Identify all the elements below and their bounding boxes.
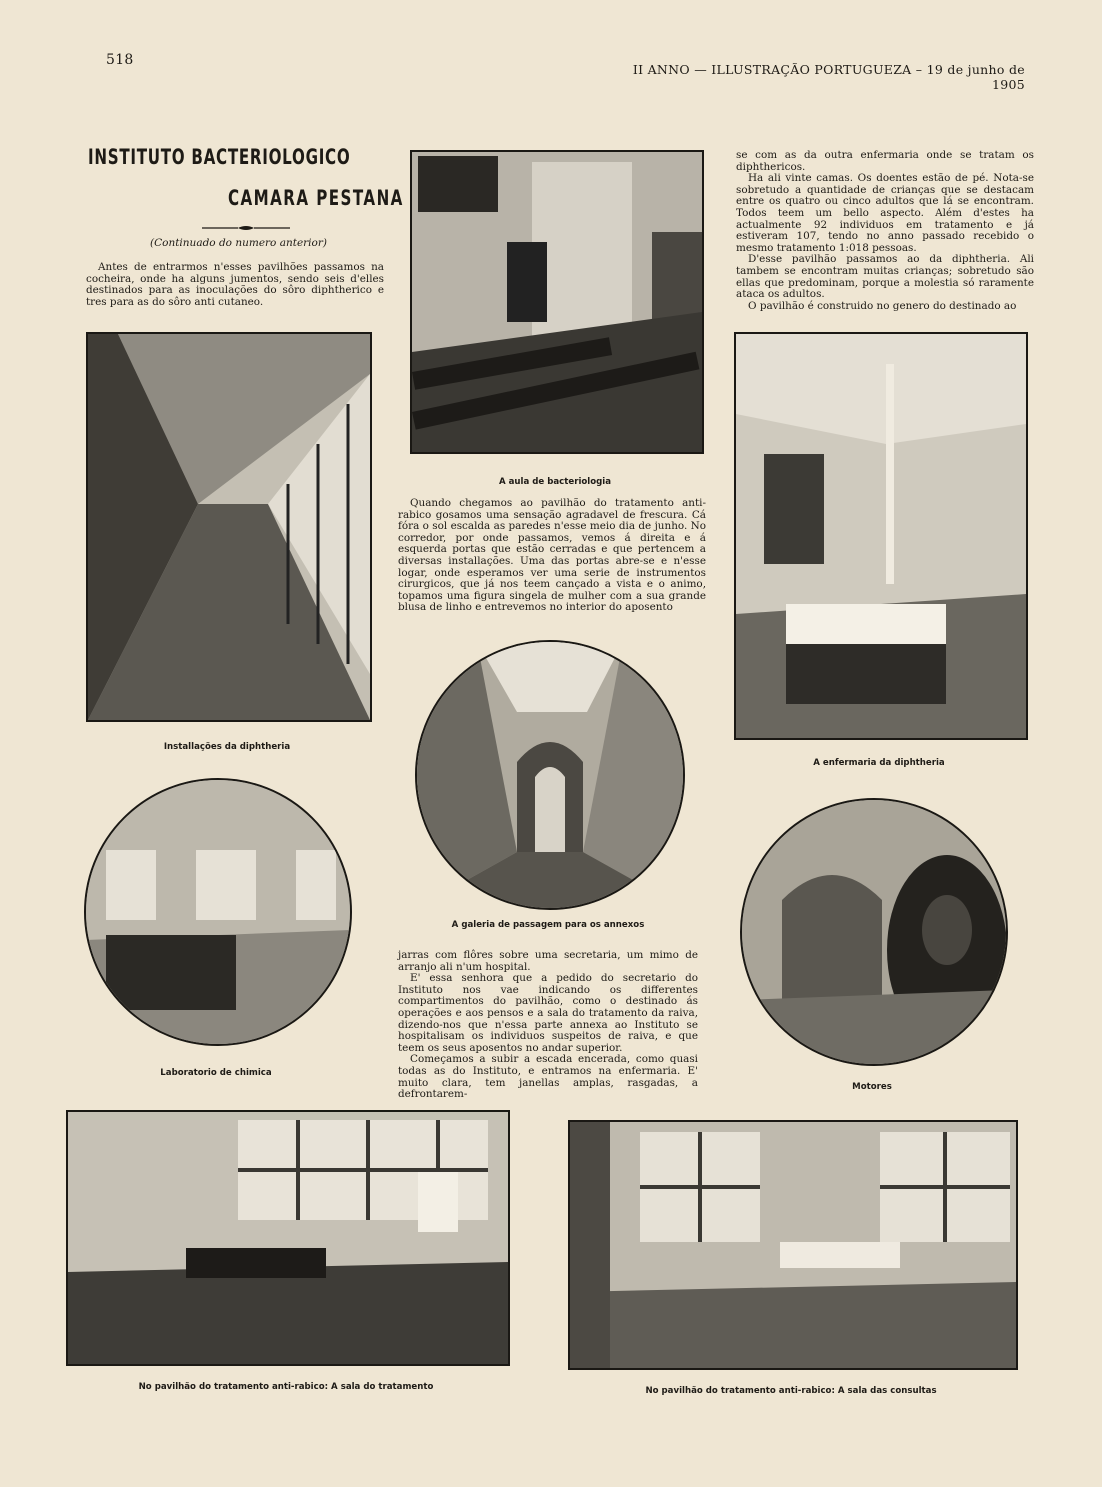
title-ornament (202, 225, 290, 231)
photo-sala-tratamento (66, 1110, 510, 1366)
lower-paragraph: jarras com flôres sobre uma secretaria, um mimo de arranjo ali n'um hospital. (398, 949, 698, 973)
right-paragraph: D'esse pavilhão passamos ao da diphtheria. Ali tambem se encontram muitas crianças; sobretudo são ellas que predominam, porque a molestia só raramente ataca os adultos. (736, 253, 1034, 301)
right-paragraph: Ha ali vinte camas. Os doentes estão de pé. Nota-se sobretudo a quantidade de crianças que se destacam entre os quatro ou cinco adultos que lá se encontram. Todos teem um bello aspecto. Além d'estes ha actualmente 92 individuos em tratamento e já estiveram 107, tendo no anno passado recebido o mesmo tratamento 1:018 pessoas. (736, 172, 1034, 254)
caption-galeria: A galeria de passagem para os annexos (451, 920, 645, 930)
photo-laboratorio-chimica (84, 778, 352, 1046)
caption-aula: A aula de bacteriologia (498, 477, 612, 487)
intro-paragraph: Antes de entrarmos n'esses pavilhões passamos na cocheira, onde ha alguns jumentos, sendo seis d'elles destinados para as inoculações do sôro diphtherico e tres para as do sôro anti cutaneo. (86, 261, 384, 308)
caption-motores: Motores (852, 1082, 892, 1092)
article-title: INSTITUTO BACTERIOLOGICO (88, 145, 351, 169)
photo-sala-consultas (568, 1120, 1018, 1370)
lower-paragraph: Começamos a subir a escada encerada, como quasi todas as do Instituto, e entramos na enfermaria. E' muito clara, tem janellas amplas, rasgadas, a defrontarem- (398, 1053, 698, 1101)
caption-laboratorio: Laboratorio de chimica (160, 1068, 272, 1078)
photo-aula-bacteriologia (410, 150, 704, 454)
intro-text (86, 262, 384, 308)
photo-motores (740, 798, 1008, 1066)
caption-installacoes: Installações da diphtheria (163, 742, 291, 752)
page-number: 518 (106, 52, 134, 68)
right-paragraph: se com as da outra enfermaria onde se tratam os diphthericos. (736, 149, 1034, 173)
middle-paragraph: Quando chegamos ao pavilhão do tratamento anti-rabico gosamos uma sensação agradavel de frescura. Cá fóra o sol escalda as paredes n'esse meio dia de junho. No corredor, por onde passamos, vemos á direita e á esquerda portas que estão cerradas e que pertencem a diversas installações. Uma das portas abre-se e n'esse logar, onde esperamos ver uma serie de instrumentos cirurgicos, que já nos teem cançado a vista e o animo, topamos uma figura singela de mulher com a sua grande blusa de linho e entrevemos no interior do aposento (398, 497, 706, 614)
photo-installacoes-diphtheria (86, 332, 372, 722)
lower-text (398, 950, 698, 1101)
continued-note: (Continuado do numero anterior) (150, 237, 327, 249)
right-paragraph: O pavilhão é construido no genero do destinado ao (748, 299, 1017, 312)
caption-sala-tratamento: No pavilhão do tratamento anti-rabico: A sala do tratamento (138, 1382, 434, 1392)
middle-text (398, 498, 706, 614)
article-subtitle: CAMARA PESTANA (228, 186, 404, 210)
photo-enfermaria-diphtheria (734, 332, 1028, 740)
caption-sala-consultas: No pavilhão do tratamento anti-rabico: A sala das consultas (645, 1386, 937, 1396)
lower-paragraph: E' essa senhora que a pedido do secretario do Instituto nos vae indicando os differentes compartimentos do pavilhão, como o destinado ás operações e aos pensos e a sala do tratamento da raiva, dizendo-nos que n'essa parte annexa ao Instituto se hospitalisam os individuos suspeitos de raiva, e que teem os seus aposentos no andar superior. (398, 972, 698, 1054)
caption-enfermaria: A enfermaria da diphtheria (813, 758, 945, 768)
photo-galeria-passagem (415, 640, 685, 910)
right-column-text (736, 150, 1034, 312)
issue-line: II ANNO — ILLUSTRAÇÃO PORTUGUEZA – 19 de junho de 1905 (632, 62, 1025, 92)
